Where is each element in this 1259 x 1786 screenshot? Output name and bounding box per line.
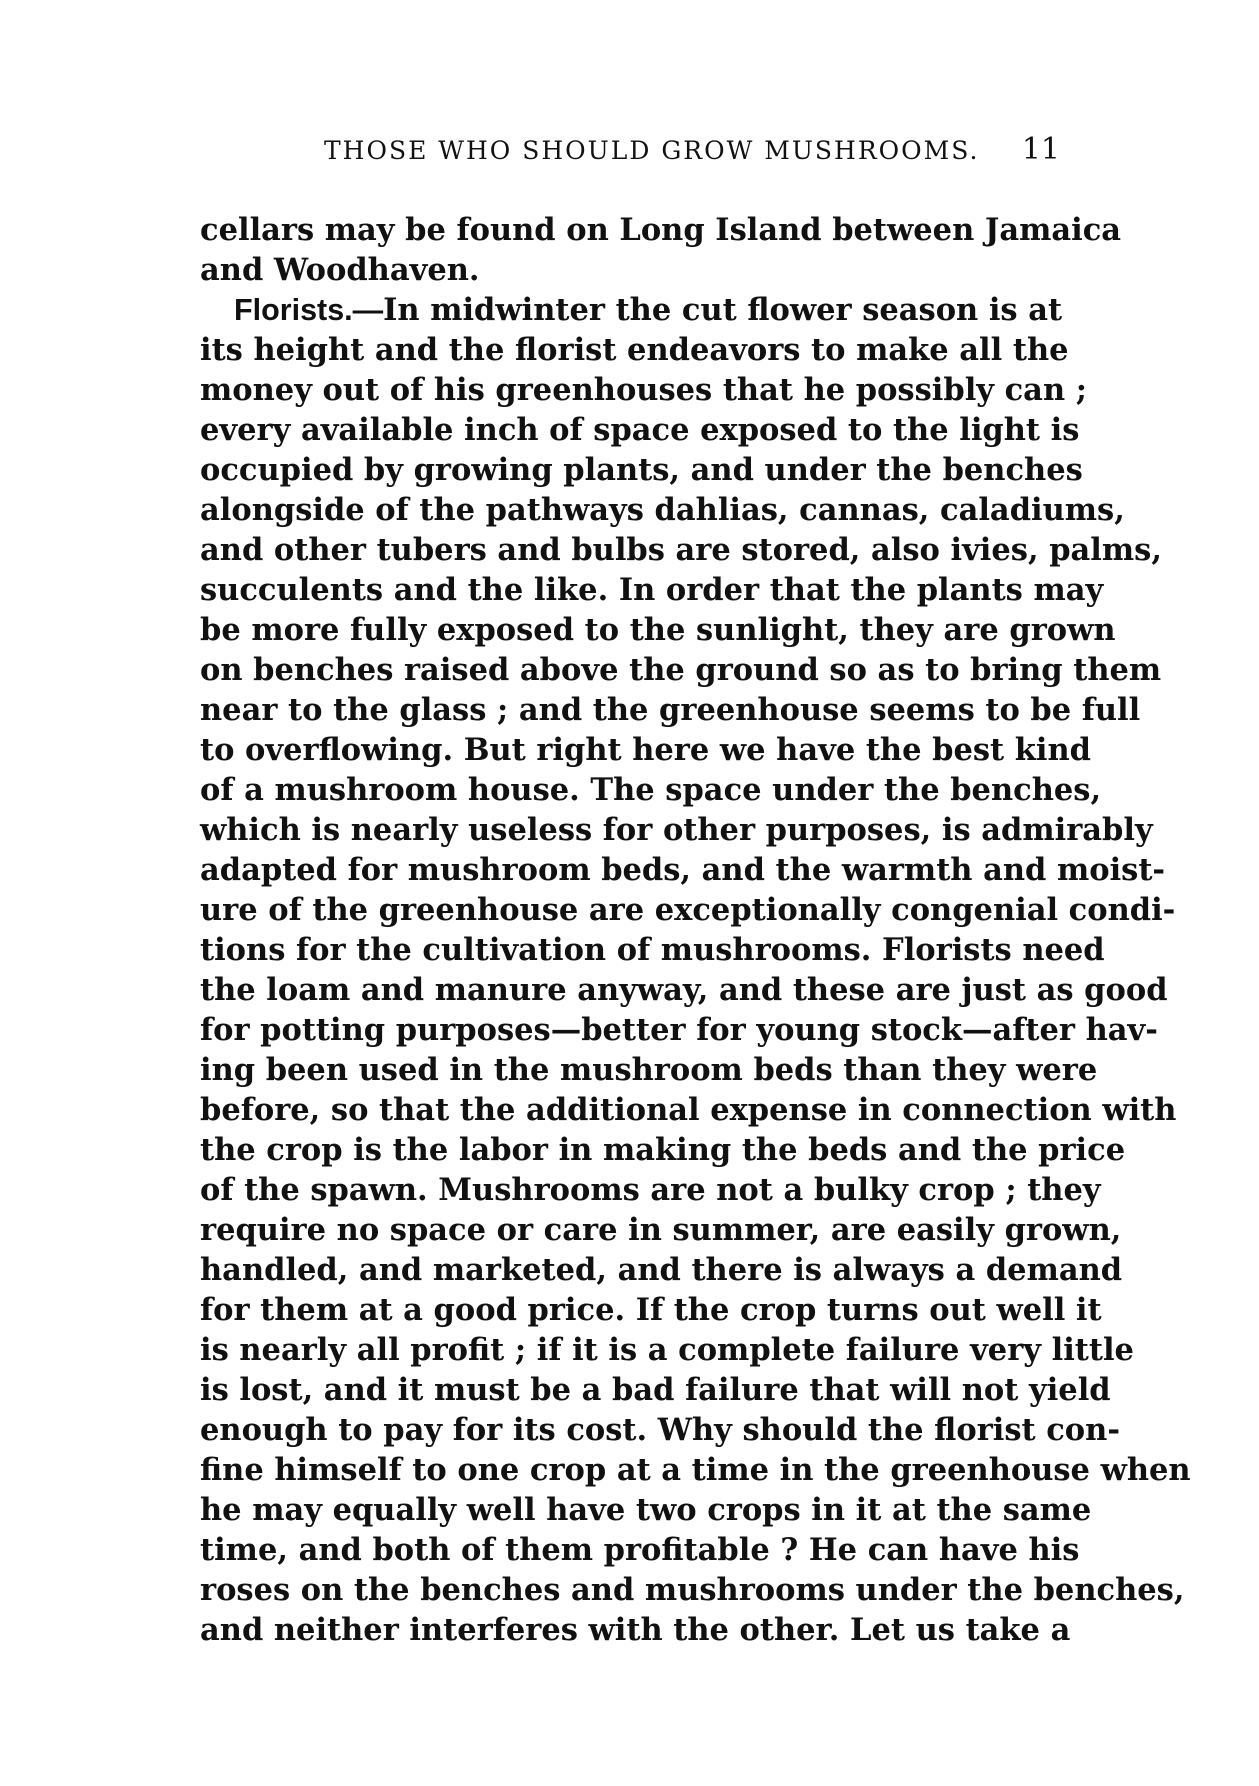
text-line: adapted for mushroom beds, and the warmth and moist- bbox=[200, 852, 1166, 888]
text-line: and Woodhaven. bbox=[200, 252, 480, 288]
text-line: of a mushroom house. The space under the benches, bbox=[200, 772, 1102, 808]
text-line: on benches raised above the ground so as to bring them bbox=[200, 652, 1162, 688]
text-line: alongside of the pathways dahlias, cannas, caladiums, bbox=[200, 492, 1125, 528]
paragraph-start-line bbox=[200, 290, 1063, 330]
text-line: is lost, and it must be a bad failure that will not yield bbox=[200, 1372, 1111, 1408]
text-line: near to the glass ; and the greenhouse seems to be full bbox=[200, 692, 1141, 728]
text-line: the loam and manure anyway, and these are just as good bbox=[200, 972, 1168, 1008]
text-line: is nearly all profit ; if it is a complete failure very little bbox=[200, 1332, 1134, 1368]
text-line: the crop is the labor in making the beds and the price bbox=[200, 1132, 1126, 1168]
text-line: fine himself to one crop at a time in the greenhouse when bbox=[200, 1452, 1191, 1488]
text-line: money out of his greenhouses that he possibly can ; bbox=[200, 372, 1088, 408]
text-line: tions for the cultivation of mushrooms. Florists need bbox=[200, 932, 1105, 968]
running-header bbox=[200, 132, 1060, 172]
text-line: of the spawn. Mushrooms are not a bulky crop ; they bbox=[200, 1172, 1101, 1208]
text-line: and other tubers and bulbs are stored, also ivies, palms, bbox=[200, 532, 1162, 568]
page-number: 11 bbox=[1021, 132, 1060, 167]
text-line: require no space or care in summer, are easily grown, bbox=[200, 1212, 1122, 1248]
text-line: which is nearly useless for other purposes, is admirably bbox=[200, 812, 1153, 848]
text-line: roses on the benches and mushrooms under the benches, bbox=[200, 1572, 1185, 1608]
text-line-content: In midwinter the cut flower season is at bbox=[383, 292, 1063, 328]
text-line: for potting purposes—better for young stock—after hav- bbox=[200, 1012, 1158, 1048]
text-line: its height and the florist endeavors to make all the bbox=[200, 332, 1069, 368]
text-line: succulents and the like. In order that the plants may bbox=[200, 572, 1104, 608]
text-line: and neither interferes with the other. Let us take a bbox=[200, 1612, 1071, 1648]
text-line: occupied by growing plants, and under the benches bbox=[200, 452, 1083, 488]
text-line: for them at a good price. If the crop turns out well it bbox=[200, 1292, 1102, 1328]
text-line: ing been used in the mushroom beds than they were bbox=[200, 1052, 1098, 1088]
paragraph-heading: Florists.— bbox=[234, 293, 384, 327]
body-text bbox=[200, 210, 1191, 1650]
text-line: be more fully exposed to the sunlight, they are grown bbox=[200, 612, 1116, 648]
text-line: ure of the greenhouse are exceptionally congenial condi- bbox=[200, 892, 1176, 928]
text-line: to overflowing. But right here we have the best kind bbox=[200, 732, 1091, 768]
text-line: time, and both of them profitable ? He can have his bbox=[200, 1532, 1080, 1568]
text-line: every available inch of space exposed to the light is bbox=[200, 412, 1080, 448]
text-line: before, so that the additional expense in connection with bbox=[200, 1092, 1177, 1128]
running-title: THOSE WHO SHOULD GROW MUSHROOMS. bbox=[324, 136, 980, 165]
text-line: handled, and marketed, and there is always a demand bbox=[200, 1252, 1123, 1288]
text-line: he may equally well have two crops in it at the same bbox=[200, 1492, 1092, 1528]
text-line: enough to pay for its cost. Why should the florist con- bbox=[200, 1412, 1120, 1448]
text-line: cellars may be found on Long Island between Jamaica bbox=[200, 212, 1122, 248]
